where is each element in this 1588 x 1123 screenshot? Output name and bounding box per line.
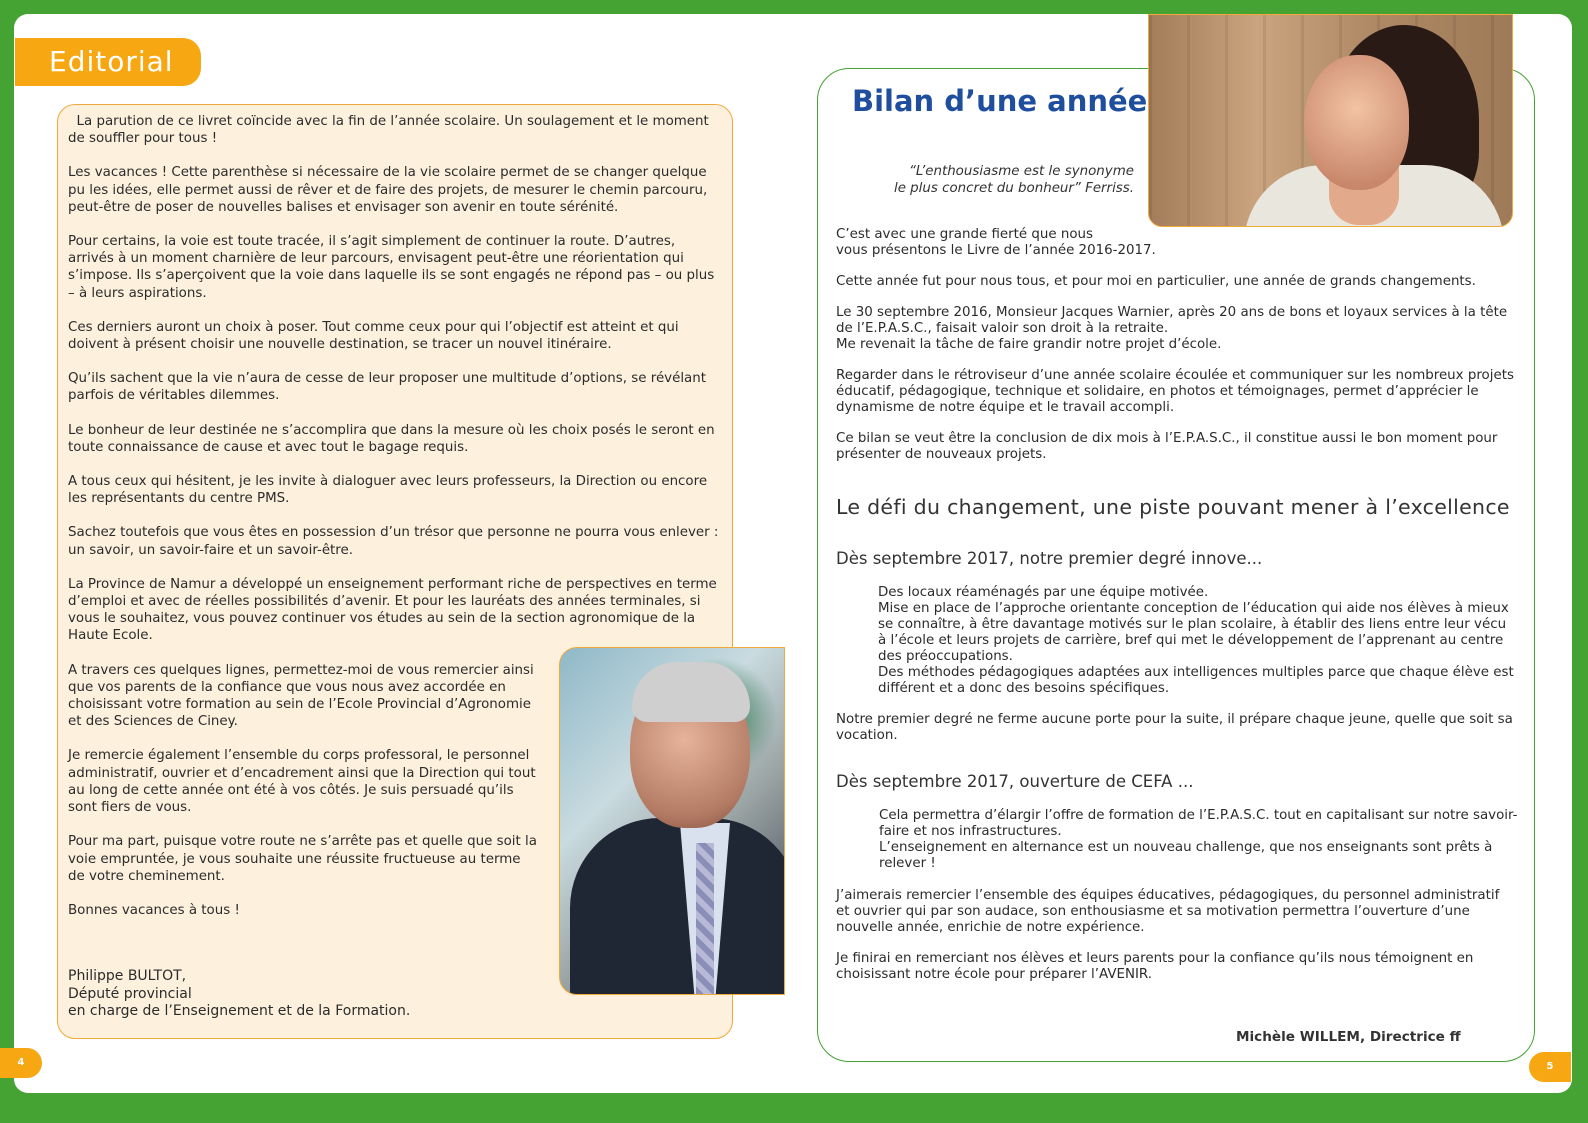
editorial-paragraph: La Province de Namur a développé un enseignement performant riche de perspectives en terme d’emploi et avec de réelles possibilités d’avenir. Et pour les lauréats des années terminales, si vous le souhaitez, vous pouvez continuer vos études au sein de la section agronomique de la Haute Ecole. xyxy=(68,576,717,644)
list-item: Des locaux réaménagés par une équipe motivée. xyxy=(878,585,1209,600)
editorial-tab: Editorial xyxy=(15,38,201,86)
page-number-left: 4 xyxy=(0,1048,42,1078)
bilan-paragraph: Notre premier degré ne ferme aucune porte pour la suite, il prépare chaque jeune, quelle que soit sa vocation. xyxy=(836,712,1513,743)
editorial-paragraph: Le bonheur de leur destinée ne s’accomplira que dans la mesure où les choix posés le seront en toute connaissance de cause et avec tout le bagage requis. xyxy=(68,422,715,455)
editorial-paragraph: Qu’ils sachent que la vie n’aura de cesse de leur proposer une multitude d’options, se révélant parfois de véritables dilemmes. xyxy=(68,371,707,404)
cefa-list xyxy=(879,808,1519,872)
editorial-paragraph: Sachez toutefois que vous êtes en possession d’un trésor que personne ne pourra vous enlever : un savoir, un savoir-faire et un savoir-être. xyxy=(68,525,719,558)
editorial-paragraph: A travers ces quelques lignes, permettez-moi de vous remercier ainsi que vos parents de la confiance que vous nous avez accordée en choisissant votre formation au sein de l’Ecole Provincial d’Agronomie et des Sciences de Ciney. xyxy=(68,662,534,730)
sub-heading-cefa: Dès septembre 2017, ouverture de CEFA ... xyxy=(836,772,1194,791)
list-item: Des méthodes pédagogiques adaptées aux intelligences multiples parce que chaque élève est différent et a donc des besoins spécifiques. xyxy=(878,665,1514,696)
premier-degre-conclusion xyxy=(836,712,1516,744)
list-item: Mise en place de l’approche orientante conception de l’éducation qui aide nos élèves à mieux se connaître, à être davantage motivés sur le plan scolaire, à établir des liens entre leur vécu à l’école et leurs projets de carrière, bref qui met le développement de l’apprenant au centre des préoccupations. xyxy=(878,601,1509,664)
list-item: L’enseignement en alternance est un nouveau challenge, que nos enseignants sont prêts à relever ! xyxy=(879,840,1493,871)
director-signature: Michèle WILLEM, Directrice ff xyxy=(1236,1029,1461,1045)
bilan-intro xyxy=(836,227,1516,478)
bilan-paragraph: Regarder dans le rétroviseur d’une année scolaire écoulée et communiquer sur les nombreux projets éducatif, pédagogique, technique et solidaire, en photos et témoignages, permet d’apprécier le dynamisme de notre équipe et le travail accompli. xyxy=(836,368,1514,415)
list-item: Cela permettra d’élargir l’offre de formation de l’E.P.A.S.C. tout en capitalisant sur notre savoir-faire et nos infrastructures. xyxy=(879,808,1518,839)
page-number-right: 5 xyxy=(1529,1052,1571,1082)
bilan-paragraph: Cette année fut pour nous tous, et pour moi en particulier, une année de grands changements. xyxy=(836,274,1476,289)
sub-heading-premier-degre: Dès septembre 2017, notre premier degré innove... xyxy=(836,549,1263,568)
section-title: Le défi du changement, une piste pouvant mener à l’excellence xyxy=(836,495,1510,519)
premier-degre-list xyxy=(878,585,1516,697)
bilan-paragraph: J’aimerais remercier l’ensemble des équipes éducatives, pédagogiques, du personnel administratif et ouvrier qui par son audace, son enthousiasme et sa motivation permettra l’ouverture d’une nouvelle année, enrichie de notre expérience. xyxy=(836,888,1500,935)
bilan-quote: “L’enthousiasme est le synonyme le plus concret du bonheur” Ferriss. xyxy=(893,164,1134,196)
editorial-paragraph: La parution de ce livret coïncide avec la fin de l’année scolaire. Un soulagement et le moment de souffler pour tous ! xyxy=(68,114,714,147)
bilan-paragraph: C’est avec une grande fierté que nous vous présentons le Livre de l’année 2016-2017. xyxy=(836,227,1156,258)
editorial-paragraph: A tous ceux qui hésitent, je les invite à dialoguer avec leurs professeurs, la Direction ou encore les représentants du centre PMS. xyxy=(68,474,708,507)
bilan-title: Bilan d’une année xyxy=(852,84,1148,118)
editorial-paragraph: Je remercie également l’ensemble du corps professoral, le personnel administratif, ouvrier et d’encadrement ainsi que la Direction qui tout au long de cette année ont été à vos côtés. Je suis persuadé qu’ils sont fiers de vous. xyxy=(68,748,536,816)
bilan-paragraph: Le 30 septembre 2016, Monsieur Jacques Warnier, après 20 ans de bons et loyaux services à la tête de l’E.P.A.S.C., faisait valoir son droit à la retraite. Me revenait la tâche de faire grandir notre projet d’école. xyxy=(836,305,1508,352)
editorial-paragraph: Ces derniers auront un choix à poser. Tout comme ceux pour qui l’objectif est atteint et qui doivent à présent choisir une nouvelle destination, se tracer un nouvel itinéraire. xyxy=(68,319,679,353)
editorial-signature: Philippe BULTOT, Député provincial en charge de l’Enseignement et de la Formation. xyxy=(68,968,411,1019)
director-photo xyxy=(1148,14,1513,227)
editorial-paragraph: Pour ma part, puisque votre route ne s’arrête pas et quelle que soit la voie empruntée, je vous souhaite une réussite fructueuse au terme de votre cheminement. xyxy=(68,834,537,884)
bilan-paragraph: Je finirai en remerciant nos élèves et leurs parents pour la confiance qu’ils nous témoignent en choisissant notre école pour préparer l’AVENIR. xyxy=(836,951,1474,982)
deputy-photo xyxy=(559,647,785,995)
editorial-paragraph: Les vacances ! Cette parenthèse si nécessaire de la vie scolaire permet de se changer quelque pu les idées, elle permet aussi de rêver et de faire des projets, de mesurer le chemin parcouru, peut-être de poser de nouvelles balises et envisager son avenir en toute sérénité. xyxy=(68,165,708,215)
editorial-paragraph: Pour certains, la voie est toute tracée, il s’agit simplement de continuer la route. D’autres, arrivés à un moment charnière de leur parcours, envisagent peut-être une réorientation qui s’impose. Ils s’aperçoivent que la voie dans laquelle ils se sont engagés ne répond pas – ou plus – à leurs aspirations. xyxy=(68,234,715,301)
bilan-paragraph: Ce bilan se veut être la conclusion de dix mois à l’E.P.A.S.C., il constitue aussi le bon moment pour présenter de nouveaux projets. xyxy=(836,431,1498,462)
bilan-closing xyxy=(836,888,1516,998)
editorial-paragraph: Bonnes vacances à tous ! xyxy=(68,902,240,918)
